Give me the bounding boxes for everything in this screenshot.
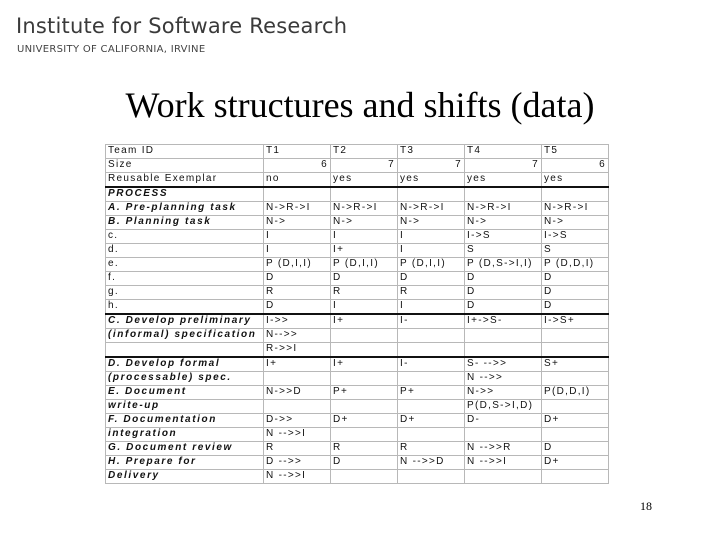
process-cell xyxy=(331,470,398,484)
exemplar-cell: no xyxy=(264,173,331,188)
process-cell: R->>I xyxy=(264,343,331,358)
process-row xyxy=(106,300,609,315)
process-cell xyxy=(465,329,542,343)
process-cell: N-> xyxy=(465,216,542,230)
process-cell: S+ xyxy=(542,357,609,372)
process-cell xyxy=(331,400,398,414)
process-cell: S xyxy=(465,244,542,258)
process-cell: S- -->> xyxy=(465,357,542,372)
process-cell: I xyxy=(398,230,465,244)
process-cell: I+->S- xyxy=(465,314,542,329)
process-cell xyxy=(398,428,465,442)
process-cell: P(D,S->I,D) xyxy=(465,400,542,414)
exemplar-cell: yes xyxy=(331,173,398,188)
empty-cell xyxy=(465,187,542,202)
process-row-label: C. Develop preliminary xyxy=(106,314,264,329)
process-cell: N -->>I xyxy=(264,470,331,484)
size-value: 7 xyxy=(455,159,462,170)
process-cell xyxy=(398,400,465,414)
process-row xyxy=(106,357,609,372)
process-row xyxy=(106,329,609,343)
process-cell: D -->> xyxy=(264,456,331,470)
process-cell: I xyxy=(331,300,398,315)
process-cell xyxy=(264,400,331,414)
process-cell: N -->> xyxy=(465,372,542,386)
process-cell: N-> xyxy=(331,216,398,230)
process-cell: D xyxy=(264,272,331,286)
process-cell: N->R->I xyxy=(398,202,465,216)
process-cell: D xyxy=(264,300,331,315)
process-row xyxy=(106,202,609,216)
process-cell: D xyxy=(542,442,609,456)
process-cell: P (D,S->I,I) xyxy=(465,258,542,272)
process-cell: P+ xyxy=(398,386,465,400)
process-cell: N->R->I xyxy=(264,202,331,216)
empty-cell xyxy=(542,187,609,202)
slide-title: Work structures and shifts (data) xyxy=(125,85,595,125)
process-row-label: Delivery xyxy=(106,470,264,484)
process-cell: P (D,I,I) xyxy=(264,258,331,272)
empty-cell xyxy=(264,187,331,202)
process-cell: I+ xyxy=(331,244,398,258)
process-cell xyxy=(331,428,398,442)
process-row xyxy=(106,314,609,329)
process-cell: R xyxy=(331,442,398,456)
process-row xyxy=(106,286,609,300)
process-row xyxy=(106,470,609,484)
process-row xyxy=(106,386,609,400)
process-row xyxy=(106,343,609,358)
process-cell: R xyxy=(264,442,331,456)
process-cell xyxy=(331,343,398,358)
size-cell xyxy=(264,159,331,173)
process-cell: N -->>I xyxy=(465,456,542,470)
process-row xyxy=(106,216,609,230)
process-cell xyxy=(398,372,465,386)
size-cell xyxy=(331,159,398,173)
process-cell: N->R->I xyxy=(465,202,542,216)
process-cell xyxy=(542,343,609,358)
process-cell: I- xyxy=(398,357,465,372)
process-cell xyxy=(542,400,609,414)
process-cell: P(D,D,I) xyxy=(542,386,609,400)
process-cell: I->> xyxy=(264,314,331,329)
process-cell: D+ xyxy=(542,414,609,428)
header-university: UNIVERSITY OF CALIFORNIA, IRVINE xyxy=(17,44,206,55)
process-cell xyxy=(398,470,465,484)
process-cell xyxy=(331,372,398,386)
process-row-label: h. xyxy=(106,300,264,315)
process-cell: I->S xyxy=(542,230,609,244)
process-cell xyxy=(542,428,609,442)
process-cell: D xyxy=(398,272,465,286)
process-cell: D->> xyxy=(264,414,331,428)
process-row xyxy=(106,258,609,272)
size-label: Size xyxy=(106,159,264,173)
size-cell xyxy=(542,159,609,173)
team-cell: T4 xyxy=(465,145,542,159)
process-cell xyxy=(398,329,465,343)
process-cell: D xyxy=(331,456,398,470)
process-cell: N -->>D xyxy=(398,456,465,470)
size-value: 7 xyxy=(388,159,395,170)
process-row xyxy=(106,442,609,456)
team-id-row xyxy=(106,145,609,159)
process-cell: D+ xyxy=(398,414,465,428)
process-cell: N-> xyxy=(264,216,331,230)
process-cell: D xyxy=(542,272,609,286)
process-row xyxy=(106,428,609,442)
process-cell xyxy=(264,372,331,386)
process-row-label: write-up xyxy=(106,400,264,414)
process-row xyxy=(106,272,609,286)
team-cell: T1 xyxy=(264,145,331,159)
process-row-label: (informal) specification xyxy=(106,329,264,343)
process-cell: R xyxy=(398,286,465,300)
process-row-label: d. xyxy=(106,244,264,258)
process-cell xyxy=(465,470,542,484)
process-cell: I xyxy=(264,230,331,244)
process-cell: I xyxy=(264,244,331,258)
empty-cell xyxy=(331,187,398,202)
empty-cell xyxy=(398,187,465,202)
process-cell: R xyxy=(398,442,465,456)
process-cell: I+ xyxy=(331,314,398,329)
process-row xyxy=(106,400,609,414)
process-cell: D xyxy=(331,272,398,286)
process-cell: P (D,D,I) xyxy=(542,258,609,272)
process-cell: I xyxy=(398,244,465,258)
process-cell: N-> xyxy=(542,216,609,230)
process-row xyxy=(106,372,609,386)
process-cell: D xyxy=(465,286,542,300)
process-row-label: B. Planning task xyxy=(106,216,264,230)
process-cell: D xyxy=(542,286,609,300)
process-row-label: integration xyxy=(106,428,264,442)
process-row-label xyxy=(106,343,264,358)
process-cell: S xyxy=(542,244,609,258)
process-cell: D- xyxy=(465,414,542,428)
process-row-label: f. xyxy=(106,272,264,286)
process-row xyxy=(106,244,609,258)
process-row-label: H. Prepare for xyxy=(106,456,264,470)
process-cell: I+ xyxy=(264,357,331,372)
size-cell xyxy=(465,159,542,173)
process-cell: I->S+ xyxy=(542,314,609,329)
process-cell: D+ xyxy=(331,414,398,428)
process-cell xyxy=(542,329,609,343)
exemplar-row xyxy=(106,173,609,188)
process-row-label: D. Develop formal xyxy=(106,357,264,372)
team-id-label: Team ID xyxy=(106,145,264,159)
process-cell: I xyxy=(331,230,398,244)
team-cell: T2 xyxy=(331,145,398,159)
size-row xyxy=(106,159,609,173)
size-cell xyxy=(398,159,465,173)
team-cell: T5 xyxy=(542,145,609,159)
process-cell xyxy=(465,428,542,442)
process-row-label: F. Documentation xyxy=(106,414,264,428)
process-label: PROCESS xyxy=(106,187,264,202)
process-row-label: c. xyxy=(106,230,264,244)
process-cell: N -->>R xyxy=(465,442,542,456)
process-cell xyxy=(542,470,609,484)
process-cell: D xyxy=(465,300,542,315)
process-row-label: A. Pre-planning task xyxy=(106,202,264,216)
process-cell: D+ xyxy=(542,456,609,470)
process-cell: R xyxy=(264,286,331,300)
process-cell: D xyxy=(542,300,609,315)
process-row-label: G. Document review xyxy=(106,442,264,456)
exemplar-cell: yes xyxy=(398,173,465,188)
process-cell xyxy=(542,372,609,386)
process-row-label: e. xyxy=(106,258,264,272)
process-header-row xyxy=(106,187,609,202)
process-cell: P+ xyxy=(331,386,398,400)
size-value: 7 xyxy=(532,159,539,170)
process-cell: I->S xyxy=(465,230,542,244)
process-cell: I- xyxy=(398,314,465,329)
process-cell: N-> xyxy=(398,216,465,230)
process-row xyxy=(106,456,609,470)
size-value: 6 xyxy=(321,159,328,170)
work-structure-table xyxy=(105,144,608,496)
exemplar-label: Reusable Exemplar xyxy=(106,173,264,188)
exemplar-cell: yes xyxy=(542,173,609,188)
page-number: 18 xyxy=(640,499,652,513)
size-value: 6 xyxy=(599,159,606,170)
process-cell xyxy=(465,343,542,358)
process-cell: R xyxy=(331,286,398,300)
process-cell: N->> xyxy=(465,386,542,400)
process-cell: P (D,I,I) xyxy=(398,258,465,272)
process-cell: N->R->I xyxy=(542,202,609,216)
process-cell xyxy=(331,329,398,343)
process-cell: N->R->I xyxy=(331,202,398,216)
process-row xyxy=(106,414,609,428)
process-cell: D xyxy=(465,272,542,286)
process-row-label: E. Document xyxy=(106,386,264,400)
process-row xyxy=(106,230,609,244)
team-cell: T3 xyxy=(398,145,465,159)
process-cell xyxy=(398,343,465,358)
process-row-label: (processable) spec. xyxy=(106,372,264,386)
process-cell: N-->> xyxy=(264,329,331,343)
process-cell: N -->>I xyxy=(264,428,331,442)
exemplar-cell: yes xyxy=(465,173,542,188)
process-cell: P (D,I,I) xyxy=(331,258,398,272)
process-cell: I xyxy=(398,300,465,315)
process-cell: I+ xyxy=(331,357,398,372)
header-org: Institute for Software Research xyxy=(16,14,348,38)
process-row-label: g. xyxy=(106,286,264,300)
process-cell: N->>D xyxy=(264,386,331,400)
